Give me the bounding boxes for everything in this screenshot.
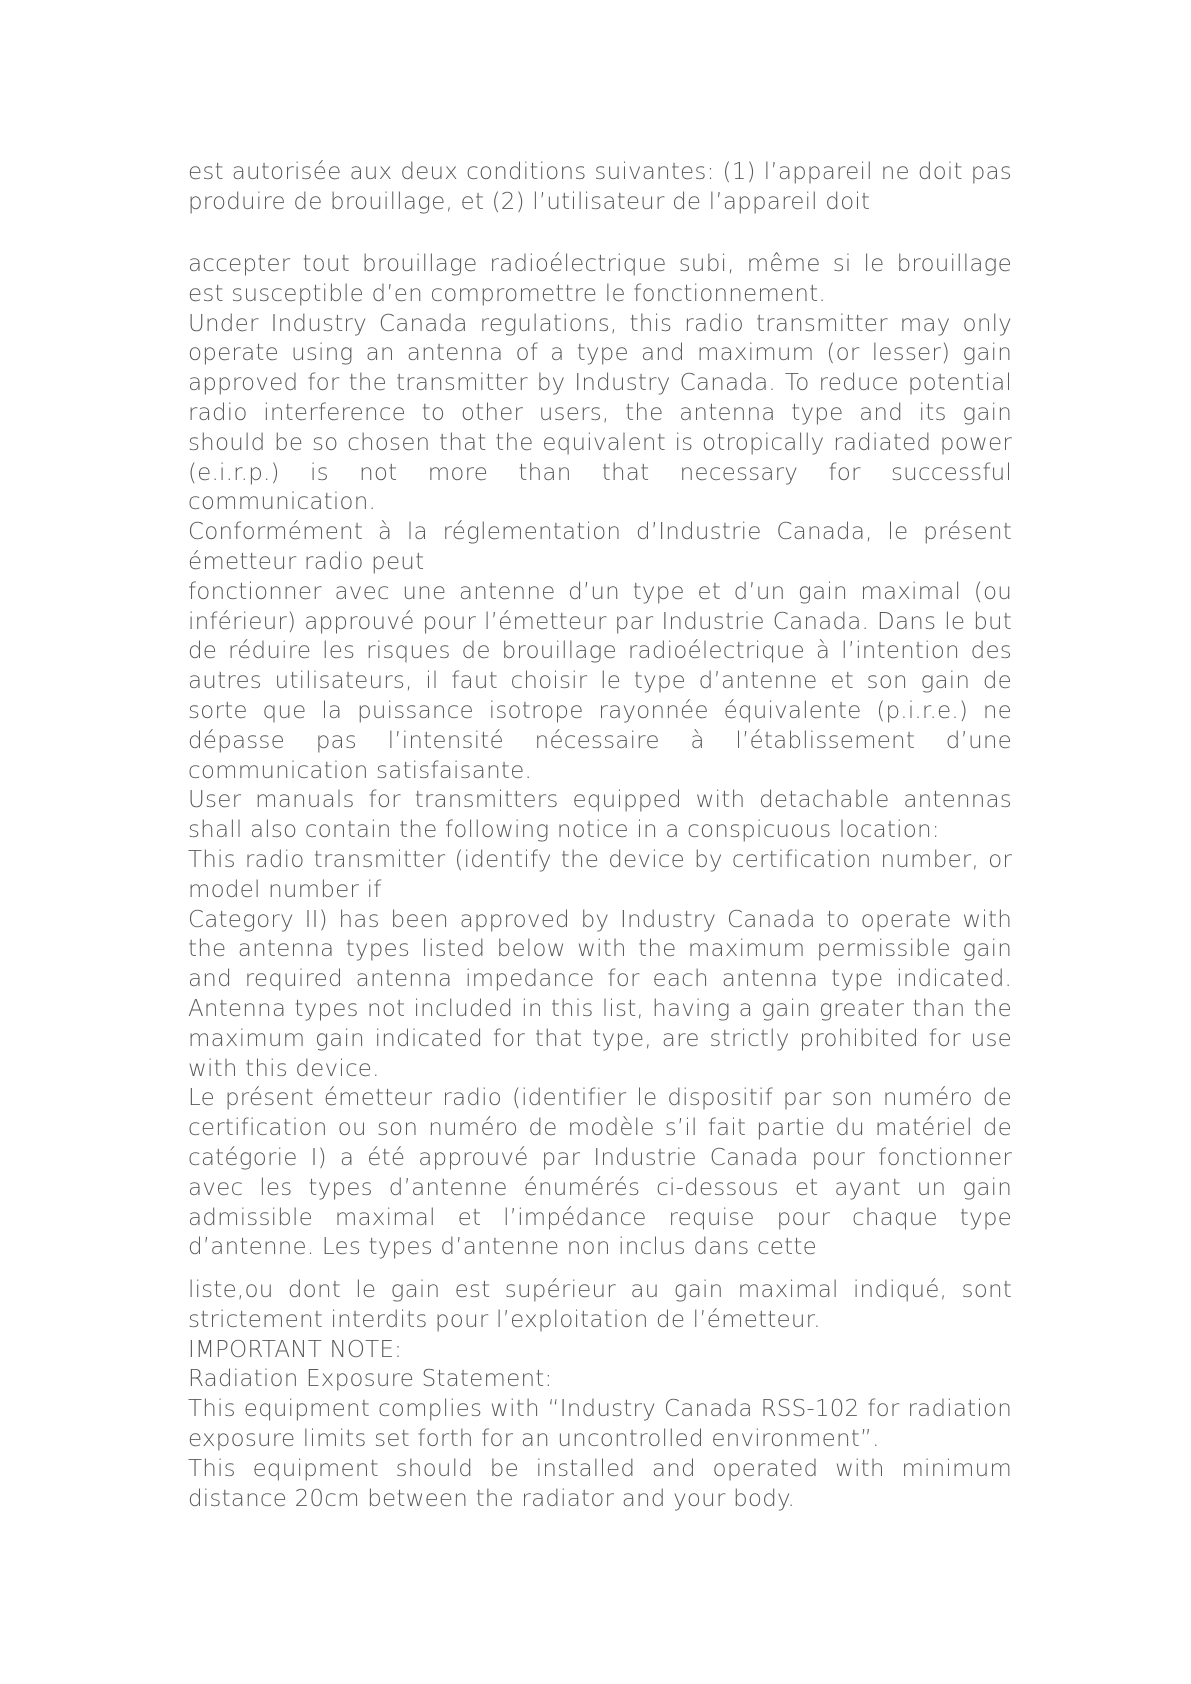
heading-important-note: IMPORTANT NOTE: bbox=[188, 1336, 403, 1363]
paragraph-conformement-intro: Conformément à la réglementation d’Industrie Canada, le présent émetteur radio peut bbox=[188, 519, 1012, 575]
text-block-bottom bbox=[188, 1276, 1012, 1514]
paragraph-category-ii-approved: Category II) has been approved by Industry Canada to operate with the antenna types listed below with the maximum permissible gain and required antenna impedance for each antenna type indicated. Antenna types not included in this list, having a gain greater than the maximum gain indicated for that type, are strictly prohibited for use with this device. bbox=[188, 906, 1012, 1082]
paragraph-minimum-distance: This equipment should be installed and operated with minimum distance 20cm between the radiator and your body. bbox=[188, 1455, 1012, 1512]
paragraph-radio-transmitter-identify: This radio transmitter (identify the device by certification number, or model number if bbox=[188, 846, 1012, 903]
paragraph-present-emetteur-approuve: Le présent émetteur radio (identifier le dispositif par son numéro de certification ou son numéro de modèle s’il fait partie du matériel de catégorie I) a été approuvé par Industrie Canada pour fonctionner avec les types d’antenne énumérés ci-dessous et ayant un gain admissible maximal et l’impédance requise pour chaque type d’antenne. Les types d’antenne non inclus dans cette bbox=[188, 1085, 1012, 1261]
paragraph-liste-interdits: liste,ou dont le gain est supérieur au gain maximal indiqué, sont strictement interdits pour l’exploitation de l’émetteur. bbox=[188, 1277, 1012, 1333]
paragraph-user-manuals-notice: User manuals for transmitters equipped with detachable antennas shall also contain the following notice in a conspicuous location: bbox=[188, 787, 1012, 844]
text-block-top bbox=[188, 158, 1012, 218]
paragraph-rss-102-compliance: This equipment complies with “Industry Canada RSS-102 for radiation exposure limits set forth for an uncontrolled environment”. bbox=[188, 1396, 1012, 1452]
paragraph-accepter-brouillage: accepter tout brouillage radioélectrique subi, même si le brouillage est susceptible d’en compromettre le fonctionnement. bbox=[188, 251, 1012, 307]
heading-radiation-exposure: Radiation Exposure Statement: bbox=[188, 1366, 553, 1393]
paragraph-brouillage-conditions: est autorisée aux deux conditions suivantes: (1) l’appareil ne doit pas produire de brouillage, et (2) l’utilisateur de l’appareil doit bbox=[188, 159, 1012, 215]
paragraph-fonctionner-antenne: fonctionner avec une antenne d’un type et d’un gain maximal (ou inférieur) approuvé pour l’émetteur par Industrie Canada. Dans le but de réduire les risques de brouillage radioélectrique à l’intention des autres utilisateurs, il faut choisir le type d’antenne et son gain de sorte que la puissance isotrope rayonnée équivalente (p.i.r.e.) ne dépasse pas l’intensité nécessaire à l’établissement d’une communication satisfaisante. bbox=[188, 578, 1012, 784]
text-block-main bbox=[188, 250, 1012, 1263]
paragraph-ic-antenna-regulations: Under Industry Canada regulations, this radio transmitter may only operate using an antenna of a type and maximum (or lesser) gain approved for the transmitter by Industry Canada. To reduce potential radio interference to other users, the antenna type and its gain should be so chosen that the equivalent is otropically radiated power (e.i.r.p.) is not more than that necessary for successful communication. bbox=[188, 310, 1012, 516]
